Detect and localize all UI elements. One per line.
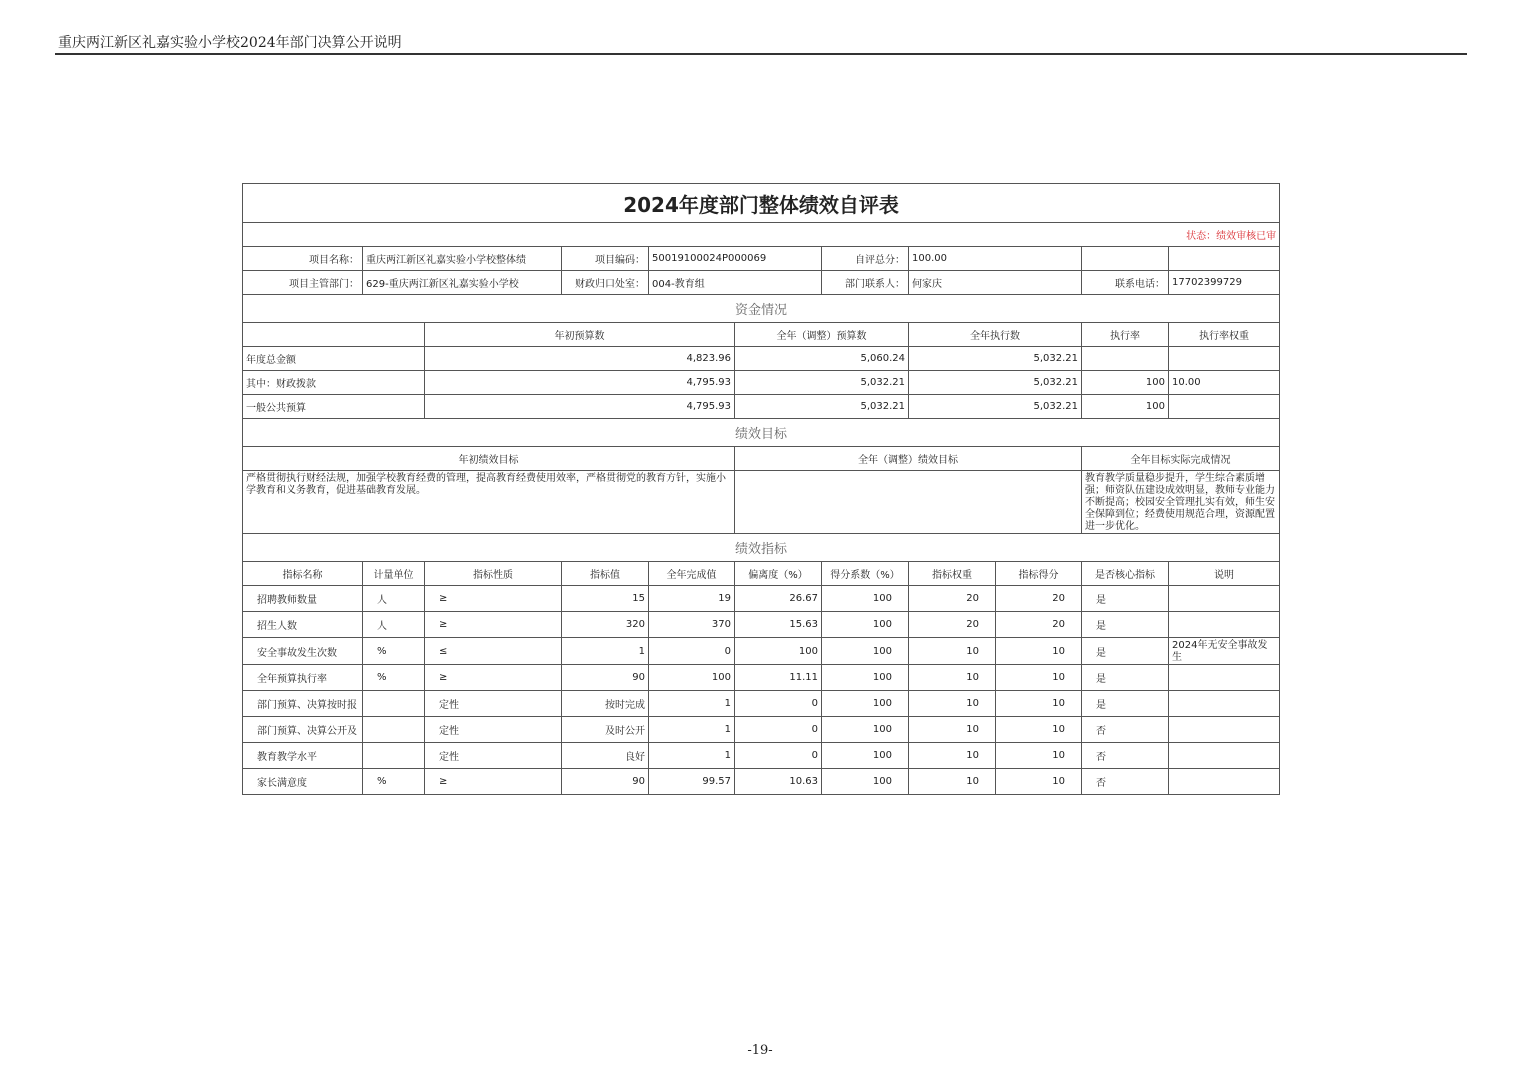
indicator-target: 320	[562, 612, 649, 638]
indicator-header: 是否核心指标	[1082, 562, 1169, 586]
indicator-deviation: 15.63	[735, 612, 822, 638]
goals-header: 年初绩效目标	[243, 447, 735, 471]
indicator-deviation: 10.63	[735, 769, 822, 795]
indicator-header: 偏离度（%）	[735, 562, 822, 586]
indicator-header: 指标性质	[425, 562, 562, 586]
table-row	[243, 665, 1280, 691]
project-name-label: 项目名称：	[243, 247, 363, 271]
indicator-actual: 370	[649, 612, 735, 638]
empty-cell	[1082, 247, 1169, 271]
goals-content-row	[243, 471, 1280, 534]
indicator-weight: 10	[909, 743, 996, 769]
indicator-header: 指标名称	[243, 562, 363, 586]
indicator-core: 否	[1082, 769, 1169, 795]
goal-initial-text: 严格贯彻执行财经法规，加强学校教育经费的管理，提高教育经费使用效率，严格贯彻党的教育方针，实施小学教育和义务教育，促进基础教育发展。	[243, 471, 735, 534]
indicator-score: 20	[996, 586, 1082, 612]
funds-header: 执行率	[1082, 323, 1169, 347]
indicator-header: 得分系数（%）	[822, 562, 909, 586]
indicator-note	[1169, 665, 1280, 691]
indicator-actual: 1	[649, 717, 735, 743]
funds-rate: 100	[1082, 395, 1169, 419]
indicator-actual: 1	[649, 743, 735, 769]
table-row	[243, 717, 1280, 743]
indicator-core: 是	[1082, 665, 1169, 691]
table-row	[243, 612, 1280, 638]
phone-value: 17702399729	[1169, 271, 1280, 295]
score-label: 自评总分：	[822, 247, 909, 271]
indicator-coefficient: 100	[822, 743, 909, 769]
funds-initial: 4,795.93	[425, 395, 735, 419]
indicator-weight: 10	[909, 665, 996, 691]
funds-row-name: 年度总金额	[243, 347, 425, 371]
indicator-nature: 定性	[425, 743, 562, 769]
indicator-score: 10	[996, 638, 1082, 665]
goals-section-title: 绩效目标	[243, 419, 1280, 447]
indicators-header-row	[243, 562, 1280, 586]
funds-rate: 100	[1082, 371, 1169, 395]
funds-adjusted: 5,060.24	[735, 347, 909, 371]
indicator-name: 安全事故发生次数	[243, 638, 363, 665]
funds-row-name: 其中：财政拨款	[243, 371, 425, 395]
indicator-unit	[363, 743, 425, 769]
indicator-header: 全年完成值	[649, 562, 735, 586]
indicator-deviation: 0	[735, 691, 822, 717]
indicator-core: 是	[1082, 691, 1169, 717]
indicator-actual: 1	[649, 691, 735, 717]
indicator-name: 招生人数	[243, 612, 363, 638]
indicator-actual: 19	[649, 586, 735, 612]
funds-weight: 10.00	[1169, 371, 1280, 395]
indicator-note	[1169, 586, 1280, 612]
goal-actual-text: 教育教学质量稳步提升，学生综合素质增强；师资队伍建设成效明显，教师专业能力不断提高；校园安全管理扎实有效，师生安全保障到位；经费使用规范合理，资源配置进一步优化。	[1082, 471, 1280, 534]
indicator-target: 按时完成	[562, 691, 649, 717]
indicator-deviation: 11.11	[735, 665, 822, 691]
status-badge: 状态：绩效审核已审	[243, 223, 1280, 247]
goals-header: 全年（调整）绩效目标	[735, 447, 1082, 471]
indicator-name: 部门预算、决算公开及	[243, 717, 363, 743]
indicator-actual: 99.57	[649, 769, 735, 795]
info-row-1	[243, 247, 1280, 271]
empty-cell	[1169, 247, 1280, 271]
indicator-weight: 10	[909, 691, 996, 717]
indicator-score: 10	[996, 769, 1082, 795]
indicator-header: 说明	[1169, 562, 1280, 586]
funds-initial: 4,823.96	[425, 347, 735, 371]
indicator-unit	[363, 717, 425, 743]
indicator-score: 10	[996, 743, 1082, 769]
indicator-note: 2024年无安全事故发生	[1169, 638, 1280, 665]
indicator-deviation: 100	[735, 638, 822, 665]
info-row-2	[243, 271, 1280, 295]
indicator-header: 计量单位	[363, 562, 425, 586]
indicator-target: 15	[562, 586, 649, 612]
indicator-header: 指标得分	[996, 562, 1082, 586]
indicator-score: 10	[996, 691, 1082, 717]
funds-adjusted: 5,032.21	[735, 395, 909, 419]
funds-row-name: 一般公共预算	[243, 395, 425, 419]
document-header: 重庆两江新区礼嘉实验小学校2024年部门决算公开说明	[58, 35, 402, 51]
indicator-target: 90	[562, 769, 649, 795]
funds-weight	[1169, 395, 1280, 419]
indicator-coefficient: 100	[822, 691, 909, 717]
project-code-value: 50019100024P000069	[649, 247, 822, 271]
funds-section-title: 资金情况	[243, 295, 1280, 323]
indicator-note	[1169, 612, 1280, 638]
funds-executed: 5,032.21	[909, 371, 1082, 395]
indicator-coefficient: 100	[822, 769, 909, 795]
funds-header: 年初预算数	[425, 323, 735, 347]
header-divider	[55, 53, 1467, 55]
indicator-unit	[363, 691, 425, 717]
indicator-weight: 20	[909, 612, 996, 638]
indicator-nature: ≥	[425, 612, 562, 638]
indicator-name: 招聘教师数量	[243, 586, 363, 612]
indicator-core: 否	[1082, 743, 1169, 769]
goal-adjusted-text	[735, 471, 1082, 534]
indicator-nature: 定性	[425, 691, 562, 717]
indicator-header: 指标权重	[909, 562, 996, 586]
indicator-score: 10	[996, 717, 1082, 743]
score-value: 100.00	[909, 247, 1082, 271]
indicator-unit: %	[363, 665, 425, 691]
indicator-note	[1169, 743, 1280, 769]
project-code-label: 项目编码：	[562, 247, 649, 271]
indicator-score: 20	[996, 612, 1082, 638]
table-row	[243, 371, 1280, 395]
indicator-nature: 定性	[425, 717, 562, 743]
indicator-unit: 人	[363, 612, 425, 638]
indicator-core: 是	[1082, 586, 1169, 612]
indicator-unit: %	[363, 638, 425, 665]
goals-header-row	[243, 447, 1280, 471]
indicator-core: 是	[1082, 612, 1169, 638]
table-row	[243, 691, 1280, 717]
indicator-name: 部门预算、决算按时报	[243, 691, 363, 717]
funds-executed: 5,032.21	[909, 395, 1082, 419]
indicator-deviation: 26.67	[735, 586, 822, 612]
funds-header: 执行率权重	[1169, 323, 1280, 347]
finance-value: 004-教育组	[649, 271, 822, 295]
indicator-name: 教育教学水平	[243, 743, 363, 769]
indicator-target: 90	[562, 665, 649, 691]
funds-adjusted: 5,032.21	[735, 371, 909, 395]
funds-executed: 5,032.21	[909, 347, 1082, 371]
indicator-nature: ≤	[425, 638, 562, 665]
indicator-unit: 人	[363, 586, 425, 612]
indicator-actual: 100	[649, 665, 735, 691]
indicator-coefficient: 100	[822, 665, 909, 691]
table-row	[243, 395, 1280, 419]
indicator-nature: ≥	[425, 586, 562, 612]
funds-header: 全年（调整）预算数	[735, 323, 909, 347]
indicator-deviation: 0	[735, 743, 822, 769]
indicator-unit: %	[363, 769, 425, 795]
indicator-nature: ≥	[425, 769, 562, 795]
dept-label: 项目主管部门：	[243, 271, 363, 295]
indicator-weight: 10	[909, 638, 996, 665]
indicator-name: 家长满意度	[243, 769, 363, 795]
table-title: 2024年度部门整体绩效自评表	[243, 184, 1280, 223]
indicator-coefficient: 100	[822, 717, 909, 743]
indicator-core: 是	[1082, 638, 1169, 665]
indicator-target: 良好	[562, 743, 649, 769]
indicator-target: 及时公开	[562, 717, 649, 743]
funds-rate	[1082, 347, 1169, 371]
indicator-actual: 0	[649, 638, 735, 665]
table-row	[243, 743, 1280, 769]
indicator-target: 1	[562, 638, 649, 665]
indicator-note	[1169, 769, 1280, 795]
table-row	[243, 638, 1280, 665]
indicator-weight: 10	[909, 769, 996, 795]
indicator-coefficient: 100	[822, 638, 909, 665]
indicator-weight: 10	[909, 717, 996, 743]
indicator-weight: 20	[909, 586, 996, 612]
dept-value: 629-重庆两江新区礼嘉实验小学校	[363, 271, 562, 295]
table-row	[243, 347, 1280, 371]
indicator-coefficient: 100	[822, 612, 909, 638]
indicator-note	[1169, 691, 1280, 717]
indicator-name: 全年预算执行率	[243, 665, 363, 691]
table-row	[243, 586, 1280, 612]
page-number: -19-	[747, 1043, 773, 1058]
indicator-nature: ≥	[425, 665, 562, 691]
project-name-value: 重庆两江新区礼嘉实验小学校整体绩	[363, 247, 562, 271]
funds-weight	[1169, 347, 1280, 371]
indicator-note	[1169, 717, 1280, 743]
goals-header: 全年目标实际完成情况	[1082, 447, 1280, 471]
indicators-section-title: 绩效指标	[243, 534, 1280, 562]
funds-header-row	[243, 323, 1280, 347]
finance-label: 财政归口处室：	[562, 271, 649, 295]
performance-evaluation-table	[242, 183, 1280, 795]
indicator-core: 否	[1082, 717, 1169, 743]
table-row	[243, 769, 1280, 795]
indicator-score: 10	[996, 665, 1082, 691]
indicator-deviation: 0	[735, 717, 822, 743]
indicator-coefficient: 100	[822, 586, 909, 612]
contact-label: 部门联系人：	[822, 271, 909, 295]
funds-header: 全年执行数	[909, 323, 1082, 347]
empty-cell	[243, 323, 425, 347]
phone-label: 联系电话：	[1082, 271, 1169, 295]
funds-initial: 4,795.93	[425, 371, 735, 395]
contact-value: 何家庆	[909, 271, 1082, 295]
indicator-header: 指标值	[562, 562, 649, 586]
